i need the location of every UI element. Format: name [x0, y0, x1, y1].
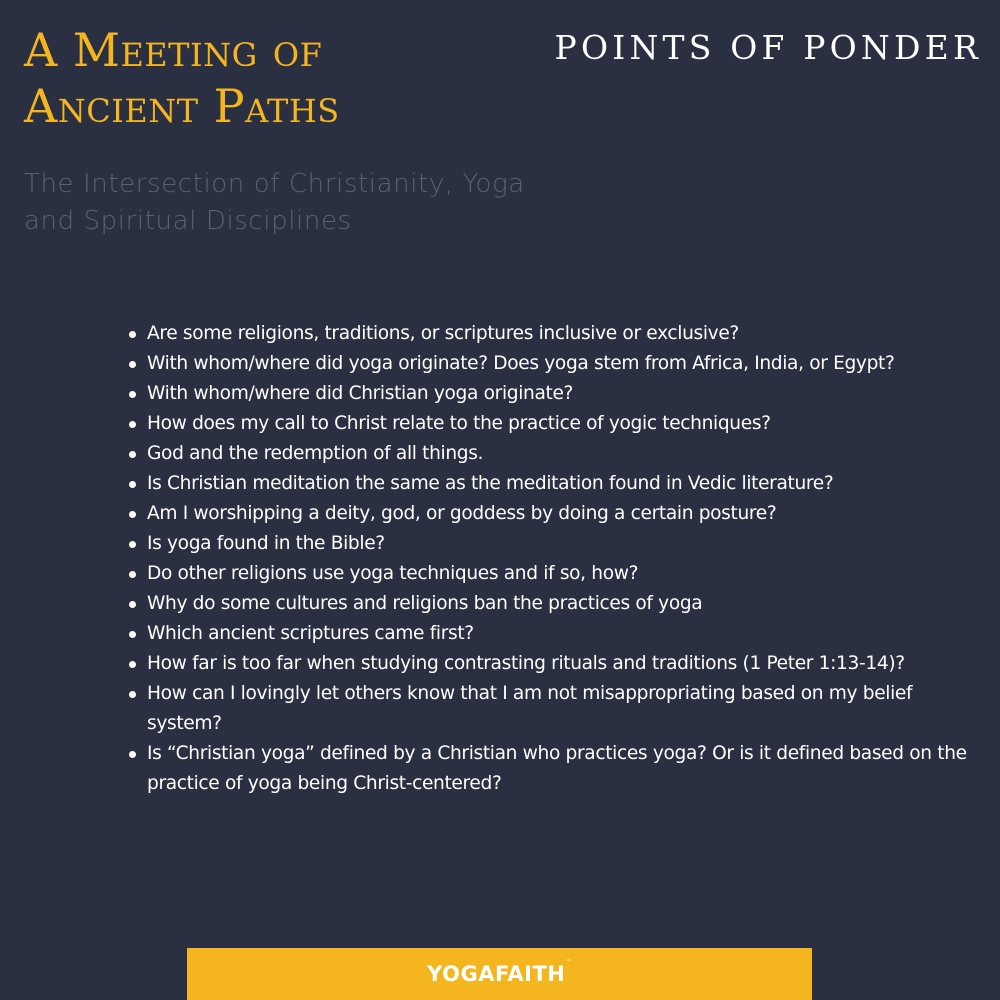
footer-bar [187, 948, 812, 1000]
points-list [147, 319, 967, 799]
page-subtitle [24, 166, 525, 240]
list-item: With whom/where did Christian yoga originate? [147, 379, 967, 409]
section-label: POINTS OF PONDER [554, 28, 982, 67]
page-title-line-2: Ancient Paths [24, 79, 340, 133]
page-subtitle-line-2: and Spiritual Disciplines [24, 206, 352, 236]
list-item: How can I lovingly let others know that I am not misappropriating based on my belief system? [147, 679, 967, 739]
list-item: Why do some cultures and religions ban the practices of yoga [147, 589, 967, 619]
list-item: Are some religions, traditions, or scriptures inclusive or exclusive? [147, 319, 967, 349]
trademark-symbol: ™ [566, 959, 572, 965]
page-title [24, 22, 340, 134]
list-item: With whom/where did yoga originate? Does yoga stem from Africa, India, or Egypt? [147, 349, 967, 379]
logo-text: YOGAFAITH [427, 962, 566, 986]
list-item: Which ancient scriptures came first? [147, 619, 967, 649]
list-item: Do other religions use yoga techniques and if so, how? [147, 559, 967, 589]
list-item: God and the redemption of all things. [147, 439, 967, 469]
list-item: How far is too far when studying contrasting rituals and traditions (1 Peter 1:13-14)? [147, 649, 967, 679]
list-item: Is Christian meditation the same as the meditation found in Vedic literature? [147, 469, 967, 499]
list-item: Is “Christian yoga” defined by a Christian who practices yoga? Or is it defined based on the practice of yoga being Christ-centered? [147, 739, 967, 799]
list-item: Am I worshipping a deity, god, or goddess by doing a certain posture? [147, 499, 967, 529]
yogafaith-logo[interactable] [427, 959, 572, 986]
page-title-line-1: A Meeting of [24, 23, 323, 77]
list-item: Is yoga found in the Bible? [147, 529, 967, 559]
page-subtitle-line-1: The Intersection of Christianity, Yoga [24, 169, 525, 199]
list-item: How does my call to Christ relate to the practice of yogic techniques? [147, 409, 967, 439]
